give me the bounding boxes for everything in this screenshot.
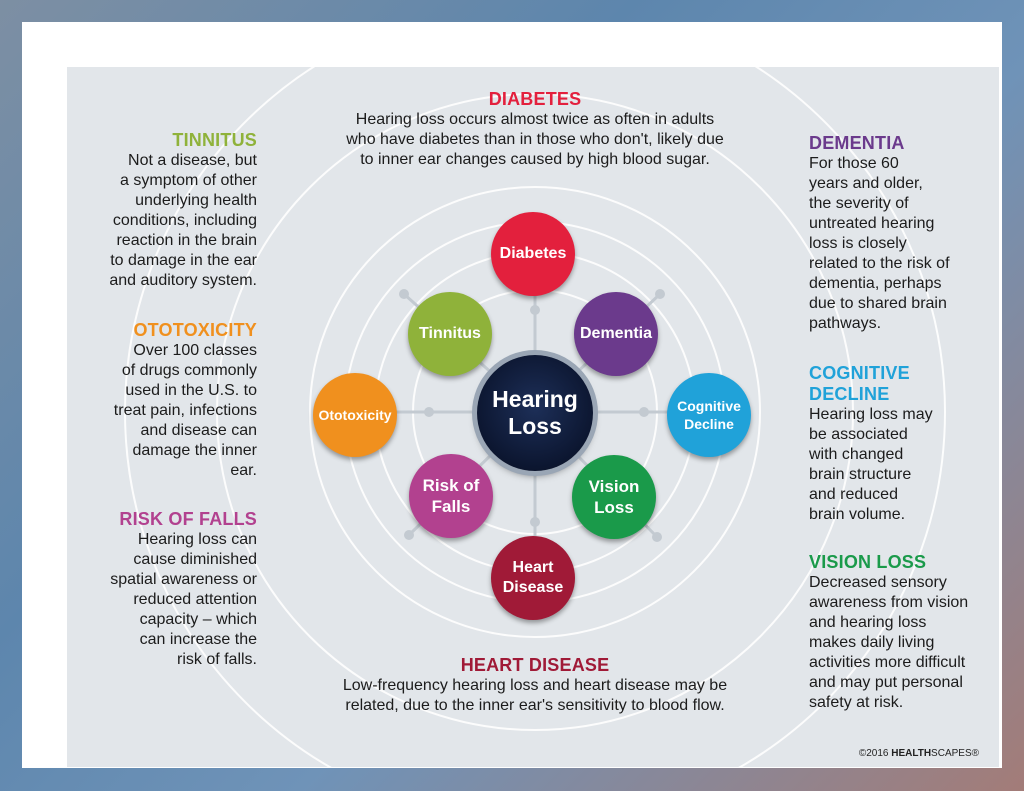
section-vision-loss-body: Decreased sensory awareness from vision and hearing loss makes daily living activities more difficult and may put personal safety at risk. [809, 574, 969, 711]
poster-frame [22, 22, 1002, 768]
section-cognitive-decline [809, 363, 994, 525]
section-tinnitus-title: TINNITUS [172, 130, 257, 150]
node-cognitive-decline: Cognitive Decline [667, 373, 751, 457]
section-risk-of-falls-body: Hearing loss can cause diminished spatial awareness or reduced attention capacity – which can increase the risk of falls. [110, 531, 257, 668]
section-ototoxicity-title: OTOTOXICITY [133, 320, 257, 340]
copyright-prefix: ©2016 [858, 748, 892, 759]
section-tinnitus-body: Not a disease, but a symptom of other underlying health conditions, including reaction in the brain to damage in the ear and auditory system. [109, 152, 257, 289]
section-heart-disease [285, 655, 785, 716]
section-vision-loss-title: VISION LOSS [809, 552, 927, 572]
node-ototoxicity: Ototoxicity [313, 373, 397, 457]
node-diabetes: Diabetes [491, 212, 575, 296]
section-diabetes-body: Hearing loss occurs almost twice as often in adults who have diabetes than in those who don't, likely due to inner ear changes caused by high blood sugar. [346, 111, 724, 168]
section-diabetes-title: DIABETES [488, 89, 582, 109]
center-node-hearing-loss: Hearing Loss [477, 355, 593, 471]
copyright-brand-rest: SCAPES® [931, 748, 979, 759]
section-cognitive-decline-body: Hearing loss may be associated with changed brain structure and reduced brain volume. [809, 406, 933, 523]
node-vision-loss: Vision Loss [572, 455, 656, 539]
section-diabetes [285, 89, 785, 170]
node-tinnitus: Tinnitus [408, 292, 492, 376]
node-heart-disease: Heart Disease [491, 536, 575, 620]
section-heart-disease-body: Low-frequency hearing loss and heart disease may be related, due to the inner ear's sensitivity to blood flow. [342, 677, 728, 714]
section-dementia-title: DEMENTIA [809, 133, 905, 153]
section-ototoxicity-body: Over 100 classes of drugs commonly used in the U.S. to treat pain, infections and disease can damage the inner ear. [113, 342, 257, 479]
section-cognitive-decline-title: COGNITIVE DECLINE [809, 363, 910, 404]
copyright [859, 748, 979, 759]
section-dementia-body: For those 60 years and older, the severity of untreated hearing loss is closely related to the risk of dementia, perhaps due to shared brain pathways. [809, 155, 950, 332]
section-heart-disease-title: HEART DISEASE [460, 655, 610, 675]
section-vision-loss [809, 552, 994, 713]
poster-panel [67, 67, 999, 767]
section-risk-of-falls [67, 509, 257, 670]
section-tinnitus [67, 130, 257, 291]
section-dementia [809, 133, 994, 334]
section-ototoxicity [67, 320, 257, 481]
section-risk-of-falls-title: RISK OF FALLS [119, 509, 257, 529]
copyright-brand-bold: HEALTH [891, 748, 932, 759]
node-risk-of-falls: Risk of Falls [409, 454, 493, 538]
node-dementia: Dementia [574, 292, 658, 376]
